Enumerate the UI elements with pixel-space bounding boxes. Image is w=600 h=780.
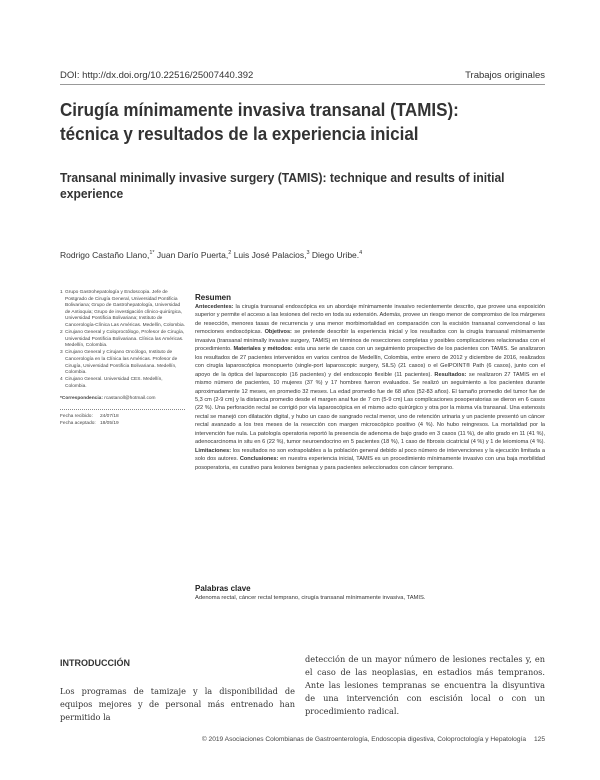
- author: [312, 250, 362, 260]
- doi-link[interactable]: DOI: http://dx.doi.org/10.22516/25007440.392: [60, 70, 254, 81]
- page-number: 125: [533, 736, 545, 743]
- affiliation-number: 4: [60, 377, 63, 383]
- author-affiliation-marker: 3: [306, 250, 310, 257]
- affiliation-number: 3: [60, 350, 63, 356]
- keywords-heading: Palabras clave: [195, 584, 251, 593]
- affiliation-item: [60, 330, 185, 350]
- abstract-section-text: la cirugía transanal endoscópica es un abordaje mínimamente invasivo recientemente descrito, que provee una exposición superior y permite el acceso a las lesiones del recto en toda su extensión. Además, provee un riesgo menor de compromiso de los márgenes de resección, menores tasas de recurrencia y una menor morbimortalidad en comparación con la escisión transanal convencional o las remociones endoscópicas.: [195, 304, 545, 336]
- author-name: Juan Darío Puerta,: [156, 250, 229, 260]
- date-value: 24/07/18: [100, 414, 119, 419]
- article-dates: [60, 409, 185, 427]
- affiliation-list: [60, 290, 185, 390]
- date-row: [60, 421, 185, 428]
- header-divider: [60, 84, 545, 85]
- abstract-section-label: Objetivos:: [264, 329, 295, 336]
- abstract-section-label: Antecedentes:: [195, 304, 236, 310]
- affiliation-item: [60, 350, 185, 376]
- introduction-text-left: Los programas de tamizaje y la disponibilidad de equipos mejores y de personal más entrenado han permitido la: [60, 686, 295, 722]
- abstract-section-text: se realizaron 27 TAMIS en el mismo número de pacientes, 10 mujeres (37 %) y 17 hombres fueron evaluados. Se realizó un seguimiento a los pacientes durante aproximadamente 12 meses, en promedio 32 meses. La edad promedio fue de 68 años (52-83 años). El tamaño promedio del tumor fue de 5,3 cm (2-9 cm) y la distancia promedio desde el margen anal fue de 7 cm (5-9 cm) Las complicaciones posoperatorias se dieron en 6 casos (22 %). Una perforación rectal se corrigió por vía laparoscópica en el mismo acto quirúrgico y otra por la misma vía transanal. Una estenosis rectal se manejó con dilatación digital, y hubo un caso de sangrado rectal menor, uno de retención urinaria y un paciente presentó un cáncer rectal avanzado a los tres meses de la resección con margen microscópico positivo (4 %). No hubo reingresos. La mortalidad por la intervención fue nula. La patología operatoria reportó la presencia de adenoma de bajo grado en 3 casos (11 %), de alto grado en 11 (41 %), adenocarcinoma in situ en 6 (22 %), tumor neuroendocrino en 5 pacientes (18 %), 1 caso de fibrosis cicatricial (4 %) y 1 de leiomioma (4 %).: [195, 371, 545, 446]
- abstract-section-text: esta una serie de casos con un seguimiento prospectivo de los pacientes con TAMIS. Se analizaron los resultados de 27 pacientes intervenidos en varios centros de Medellín, Colombia, entre enero de 2012 y diciembre de 2016, realizados con cirugía laparoscópica monopuerto (single-port laparoscopic surgery, SILS) (21 casos) o el GelPOINT® Path (6 casos), junto con el apoyo de la óptica del laparoscopio (16 pacientes) y del endoscopio flexible (11 pacientes).: [195, 346, 545, 378]
- abstract-section-label: Limitaciones:: [195, 447, 233, 454]
- affiliation-text: Cirujano General y Coloproctólogo, Profesor de Cirugía, Universidad Pontificia Bolivariana. Clínica las Américas. Medellín, Colombia.: [65, 330, 185, 349]
- page-footer: [202, 736, 545, 743]
- abstract-section-text: en nuestra experiencia inicial, TAMIS es un procedimiento mínimamente invasivo con una baja morbilidad posoperatoria, es curativo para lesiones benignas y para pacientes seleccionados con cáncer temprano.: [195, 456, 546, 471]
- affiliation-text: Cirujano General. Universidad CES. Medellín, Colombia.: [65, 377, 163, 389]
- affiliations-column: [60, 290, 185, 427]
- date-value: 18/05/19: [100, 420, 119, 426]
- article-title-spanish: Cirugía mínimamente invasiva transanal (TAMIS): técnica y resultados de la experiencia inicial: [60, 99, 459, 144]
- author-name: Rodrigo Castaño Llano,: [60, 250, 150, 260]
- affiliation-item: [60, 290, 185, 330]
- keywords-text: Adenoma rectal, cáncer rectal temprano, cirugía transanal mínimamente invasiva, TAMIS.: [195, 595, 426, 601]
- author: [60, 250, 155, 260]
- author-affiliation-marker: 2: [228, 250, 232, 257]
- correspondence-label: *Correspondencia:: [60, 396, 103, 402]
- abstract-heading: Resumen: [195, 293, 232, 302]
- author-list: [60, 250, 362, 260]
- author-name: Luis José Palacios,: [233, 250, 307, 260]
- section-label: Trabajos originales: [465, 70, 545, 81]
- date-label: Fecha recibido:: [60, 414, 93, 419]
- footer-copyright: © 2019 Asociaciones Colombianas de Gastroenterología, Endoscopia digestiva, Coloproctología y Hepatología: [201, 736, 526, 743]
- correspondence-email[interactable]: rcastanoll@hotmail.com: [104, 396, 156, 402]
- article-title-english: Transanal minimally invasive surgery (TAMIS): technique and results of initial experience: [60, 170, 505, 201]
- introduction-heading: INTRODUCCIÓN: [60, 658, 130, 668]
- abstract-section-label: Resultados:: [434, 371, 469, 378]
- abstract-body: [195, 303, 545, 472]
- author: [157, 250, 231, 260]
- date-label: Fecha aceptado:: [60, 420, 96, 426]
- abstract-section-text: los resultados no son extrapolables a la población general debido al poco número de intervenciones y la ejecución limitada a solo dos autores.: [195, 447, 545, 463]
- abstract-section-text: se pretende describir la experiencia inicial y los resultados con la cirugía transanal mínimamente invasiva (transanal minimally invasive surgery, TAMIS) en términos de resecciones completas y posibles complicaciones relacionadas con el procedimiento.: [195, 329, 545, 353]
- affiliation-text: Grupo Gastrohepatología y Endoscopia. Jefe de Postgrado de Cirugía General, Universidad Pontificia Bolivariana; Grupo de Gastrohepatología, Universidad de Antioquia; Grupo de investigación clínico-quirúrgica, Universidad Pontificia Bolivariana; Instituto de Cancerología-Clínica Las Américas. Medellín, Colombia.: [65, 290, 185, 328]
- author-affiliation-marker: 1*: [149, 250, 155, 257]
- affiliation-number: 1: [60, 290, 63, 295]
- author: [234, 250, 310, 260]
- correspondence: [60, 396, 185, 403]
- introduction-text-right: detección de un mayor número de lesiones rectales y, en el caso de las neoplasias, en estadios más tempranos. Ante las lesiones tempranas se encuentra la disyuntiva de una intervención con escisión local o con un procedimiento radical.: [305, 654, 545, 716]
- author-affiliation-marker: 4: [359, 250, 363, 257]
- date-row: [60, 414, 185, 421]
- abstract-section-label: Materiales y métodos:: [233, 346, 295, 353]
- abstract-section-label: Conclusiones:: [239, 456, 281, 463]
- affiliation-text: Cirujano General y Cirujano Oncólogo, Instituto de Cancerología en la Clínica las Américas. Profesor de Cirugía, Universidad Pontificia Bolivariana. Medellín, Colombia.: [65, 350, 178, 376]
- author-name: Diego Uribe.: [311, 250, 360, 260]
- affiliation-item: [60, 377, 185, 390]
- affiliation-number: 2: [60, 330, 63, 336]
